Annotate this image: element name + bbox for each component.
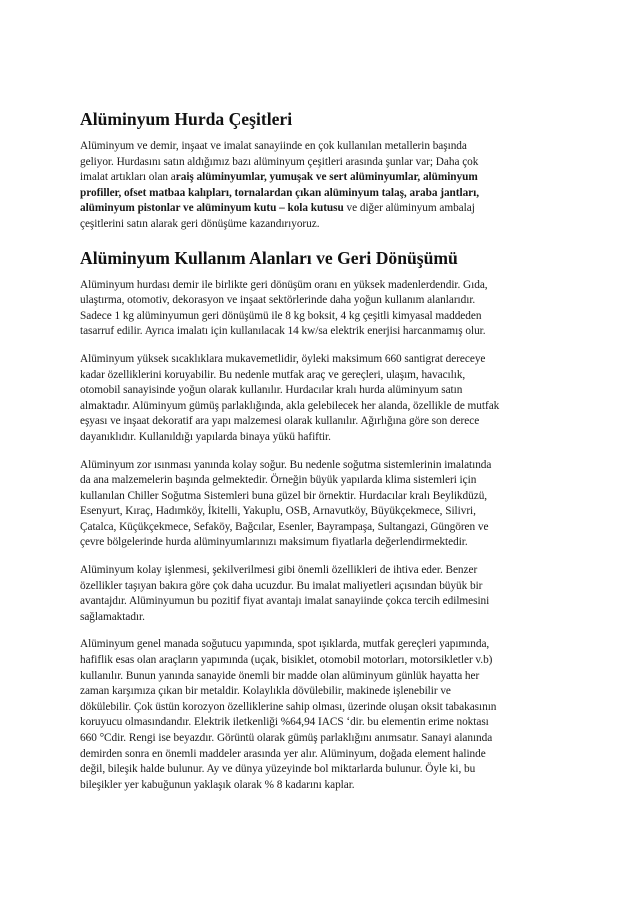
- text-line: [80, 170, 570, 186]
- text-line: kullanılan Chiller Soğutma Sistemleri buna güzel bir örnektir. Hurdacılar kralı Beylikdüzü,: [80, 489, 488, 502]
- text-line: değil, bileşik halde bulunur. Ay ve dünya yüzeyinde bol miktarlarda bulunur. Öyle ki, bu: [80, 763, 476, 776]
- text-line: ulaştırma, otomotiv, dekorasyon ve inşaat sektörlerinde daha yoğun kullanım alanlarıdır.: [80, 294, 476, 307]
- text-line: Alüminyum genel manada soğutucu yapımında, spot ışıklarda, mutfak gereçleri yapımında,: [80, 638, 490, 651]
- text-line: [80, 201, 570, 217]
- text-line: Çatalca, Küçükçekmece, Sefaköy, Bağcılar, Esenler, Bayrampaşa, Sultangazi, Güngören ve: [80, 520, 489, 533]
- text-bold: raiş alüminyumlar, yumuşak ve sert alüminyumlar, alüminyum: [175, 171, 478, 184]
- text-line: koruyucu olmasındandır. Elektrik iletkenliği %64,94 IACS ‘dir. bu elementin erime noktası: [80, 716, 489, 729]
- text-line: Alüminyum zor ısınması yanında kolay soğur. Bu nedenle soğutma sistemlerinin imalatında: [80, 458, 492, 471]
- paragraph-sicaklik-mukavemet: [80, 352, 570, 446]
- text-line: Sadece 1 kg alüminyumun geri dönüşümü ile 8 kg boksit, 4 kg çeşitli kimyasal maddeden: [80, 309, 482, 322]
- text-line: dökülebilir. Çok üstün korozyon özelliklerine sahip olması, üzerinde oluşan oksit tabakasının: [80, 700, 497, 713]
- document-page: [80, 108, 570, 805]
- text-line: da ana malzemelerin başında gelmektedir. Örneğin büyük yapılarda klima sistemleri için: [80, 474, 477, 487]
- text-line: Alüminyum ve demir, inşaat ve imalat sanayiinde en çok kullanılan metallerin başında: [80, 140, 467, 152]
- text-line: geliyor. Hurdasını satın aldığımız bazı alüminyum çeşitleri arasında şunlar var; Daha çok: [80, 155, 479, 168]
- paragraph-geri-donusum: [80, 278, 570, 340]
- text-line: bileşikler yer kabuğunun yaklaşık olarak % 8 kadarını kaplar.: [80, 778, 355, 791]
- text-line: özellikler taşıyan bakıra göre çok daha ucuzdur. Bu imalat maliyetleri açısından büyük bir: [80, 579, 483, 592]
- text-bold: alüminyum pistonlar ve alüminyum kutu – kola kutusu: [80, 202, 344, 215]
- paragraph-sogutma-sistemleri: [80, 458, 570, 552]
- text-line: çeşitlerini satın alarak geri dönüşüme kazandırıyoruz.: [80, 217, 320, 230]
- text-bold: profiller, ofset matbaa kalıpları, tornalardan çıkan alüminyum talaş, araba jantları,: [80, 186, 480, 199]
- section-title-kullanim-alanlari: Alüminyum Kullanım Alanları ve Geri Dönüşümü: [80, 247, 458, 268]
- text-line: [80, 186, 570, 202]
- text-line: demirden sonra en önemli maddeler arasında yer alır. Alüminyum, doğada element halinde: [80, 747, 486, 760]
- text-line: çevre bölgelerinde hurda alüminyumlarınızı maksimum fiyatlarla değerlendirmektedir.: [80, 536, 468, 549]
- text-line: kadar özelliklerini koruyabilir. Bu nedenle mutfak araç ve gereçleri, ulaşım, havacılık,: [80, 368, 466, 381]
- text-line: tasarruf edilir. Ayrıca imalatı için kullanılacak 14 kw/sa elektrik enerjisi harcanmamış olur.: [80, 325, 486, 338]
- text-line: hafiflik esas olan araçların yapımında (uçak, bisiklet, otomobil motorları, motorsikletler v.b): [80, 654, 493, 667]
- text-line: zaman karşımıza çıkan bir metaldir. Kolaylıkla dövülebilir, makinede işlenebilir ve: [80, 685, 451, 698]
- text-line: avantajdır. Alüminyumun bu pozitif fiyat avantajı imalat sanayiinde çokca tercih edilmesini: [80, 595, 490, 608]
- text-line: almaktadır. Alüminyum gümüş parlaklığında, akla gelebilecek her alanda, özellikle de mutfak: [80, 399, 500, 412]
- paragraph-kolay-islenme: [80, 563, 570, 625]
- text-line: eşyası ve inşaat dekoratif ara yapı malzemesi olarak kullanılır. Ağırlığına göre son derece: [80, 415, 480, 428]
- paragraph-hurda-cesitleri: [80, 139, 570, 233]
- text-line: kullanılır. Bunun yanında sanayide önemli bir madde olan alüminyum günlük hayatta her: [80, 669, 480, 682]
- text-line: Alüminyum hurdası demir ile birlikte geri dönüşüm oranı en yüksek madenlerdendir. Gıda,: [80, 278, 488, 291]
- text-line: dayanıklıdır. Kullanıldığı yapılarda binaya yükü hafiftir.: [80, 430, 331, 443]
- text-plain: imalat artıkları olan a: [80, 171, 176, 184]
- section-title-aluminyum-hurda: Alüminyum Hurda Çeşitleri: [80, 109, 293, 129]
- text-line: Alüminyum yüksek sıcaklıklara mukavemetlidir, öyleki maksimum 660 santigrat dereceye: [80, 352, 486, 365]
- text-line: otomobil sanayisinde yoğun olarak kullanılır. Hurdacılar kralı hurda alüminyum satın: [80, 384, 463, 397]
- text-line: 660 °Cdir. Rengi ise beyazdır. Görüntü olarak gümüş parlaklığını anımsatır. Sanayi alanında: [80, 732, 493, 744]
- text-line: sağlamaktadır.: [80, 610, 145, 623]
- paragraph-genel-kullanim: [80, 637, 570, 793]
- text-plain: ve diğer alüminyum ambalaj: [343, 202, 475, 215]
- text-line: Esenyurt, Kıraç, Hadımköy, İkitelli, Yakuplu, OSB, Arnavutköy, Büyükçekmece, Silivri,: [80, 505, 476, 518]
- text-line: Alüminyum kolay işlenmesi, şekilverilmesi gibi önemli özellikleri de ihtiva eder. Benzer: [80, 564, 478, 577]
